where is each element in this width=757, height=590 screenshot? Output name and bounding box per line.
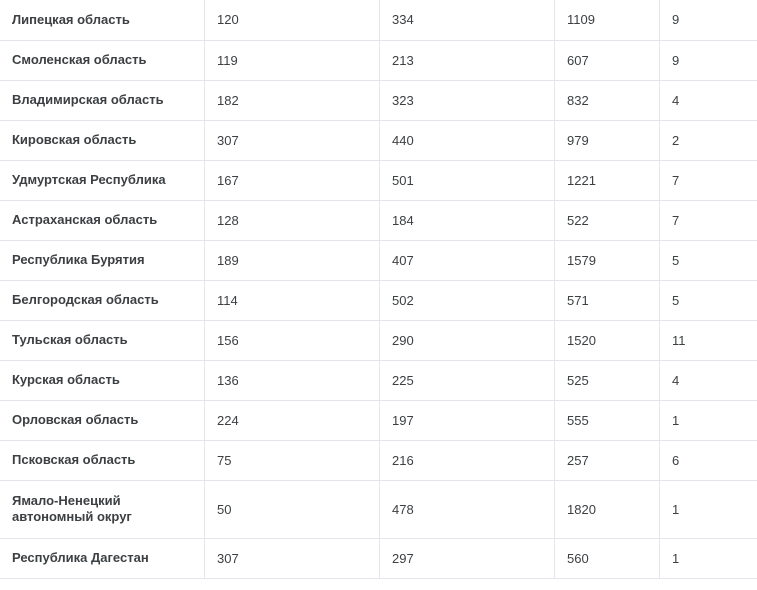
value3-cell: 979 (555, 120, 660, 160)
value3-cell: 257 (555, 440, 660, 480)
value2-cell: 478 (380, 480, 555, 538)
region-name-cell: Кировская область (0, 120, 205, 160)
region-name-cell: Псковская область (0, 440, 205, 480)
value4-cell: 1 (660, 400, 757, 440)
value1-cell: 307 (205, 120, 380, 160)
value1-cell: 189 (205, 240, 380, 280)
region-name-cell: Владимирская область (0, 80, 205, 120)
value4-cell: 4 (660, 360, 757, 400)
table-row (0, 80, 757, 120)
value4-cell: 1 (660, 480, 757, 538)
value4-cell: 6 (660, 440, 757, 480)
value4-cell: 11 (660, 320, 757, 360)
region-name-cell: Ямало-Ненецкий автономный округ (0, 480, 205, 538)
value3-cell: 555 (555, 400, 660, 440)
value2-cell: 334 (380, 0, 555, 40)
value2-cell: 197 (380, 400, 555, 440)
value1-cell: 75 (205, 440, 380, 480)
value1-cell: 167 (205, 160, 380, 200)
table-row (0, 320, 757, 360)
value1-cell: 136 (205, 360, 380, 400)
value4-cell: 7 (660, 160, 757, 200)
region-name-cell: Удмуртская Республика (0, 160, 205, 200)
value3-cell: 607 (555, 40, 660, 80)
table-row (0, 240, 757, 280)
region-name-cell: Астраханская область (0, 200, 205, 240)
value2-cell: 501 (380, 160, 555, 200)
table-row (0, 280, 757, 320)
value2-cell: 213 (380, 40, 555, 80)
value1-cell: 119 (205, 40, 380, 80)
table-row (0, 360, 757, 400)
table-row (0, 160, 757, 200)
value2-cell: 502 (380, 280, 555, 320)
region-name-cell: Республика Дагестан (0, 538, 205, 578)
value2-cell: 297 (380, 538, 555, 578)
table-row (0, 0, 757, 40)
value1-cell: 156 (205, 320, 380, 360)
value4-cell: 5 (660, 240, 757, 280)
value4-cell: 4 (660, 80, 757, 120)
value3-cell: 1520 (555, 320, 660, 360)
value4-cell: 1 (660, 538, 757, 578)
value2-cell: 407 (380, 240, 555, 280)
table-row (0, 40, 757, 80)
region-name-cell: Смоленская область (0, 40, 205, 80)
value1-cell: 128 (205, 200, 380, 240)
table-row (0, 480, 757, 538)
value3-cell: 1109 (555, 0, 660, 40)
value2-cell: 216 (380, 440, 555, 480)
table-row (0, 538, 757, 578)
value2-cell: 225 (380, 360, 555, 400)
value1-cell: 50 (205, 480, 380, 538)
value4-cell: 9 (660, 40, 757, 80)
value3-cell: 571 (555, 280, 660, 320)
value1-cell: 120 (205, 0, 380, 40)
value2-cell: 290 (380, 320, 555, 360)
value3-cell: 522 (555, 200, 660, 240)
value4-cell: 9 (660, 0, 757, 40)
value2-cell: 323 (380, 80, 555, 120)
value1-cell: 182 (205, 80, 380, 120)
value3-cell: 1820 (555, 480, 660, 538)
value1-cell: 307 (205, 538, 380, 578)
region-name-cell: Липецкая область (0, 0, 205, 40)
table-row (0, 400, 757, 440)
value4-cell: 7 (660, 200, 757, 240)
value3-cell: 1221 (555, 160, 660, 200)
value1-cell: 224 (205, 400, 380, 440)
value1-cell: 114 (205, 280, 380, 320)
region-name-cell: Тульская область (0, 320, 205, 360)
value3-cell: 560 (555, 538, 660, 578)
table-row (0, 440, 757, 480)
table-row (0, 120, 757, 160)
value4-cell: 2 (660, 120, 757, 160)
region-name-cell: Орловская область (0, 400, 205, 440)
value3-cell: 1579 (555, 240, 660, 280)
value4-cell: 5 (660, 280, 757, 320)
value2-cell: 184 (380, 200, 555, 240)
table-row (0, 200, 757, 240)
value2-cell: 440 (380, 120, 555, 160)
region-name-cell: Белгородская область (0, 280, 205, 320)
region-name-cell: Курская область (0, 360, 205, 400)
region-name-cell: Республика Бурятия (0, 240, 205, 280)
value3-cell: 832 (555, 80, 660, 120)
value3-cell: 525 (555, 360, 660, 400)
